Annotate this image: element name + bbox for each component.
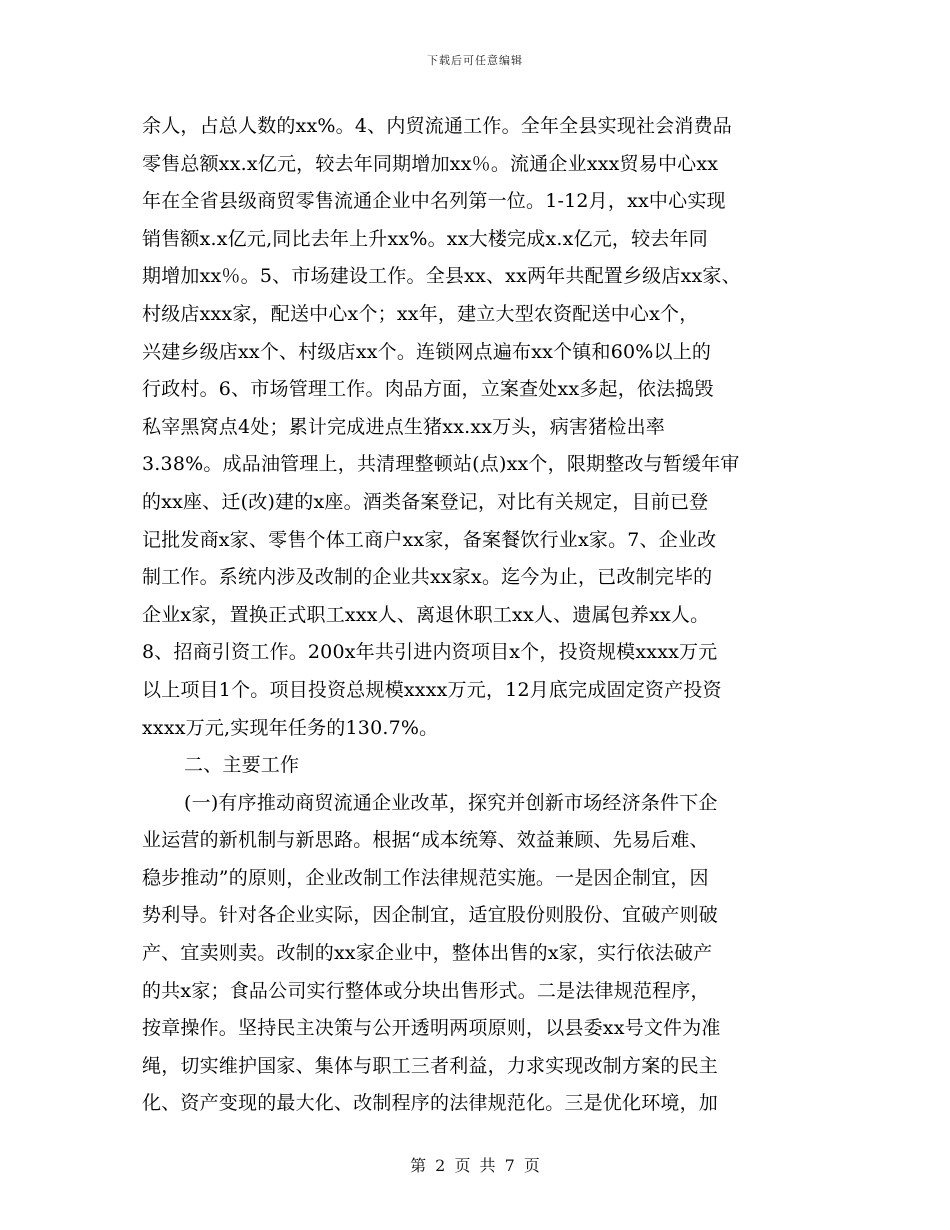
text-line: xxxx万元,实现年任务的130.7%。: [142, 716, 439, 739]
text-line: 8、招商引资工作。200x年共引进内资项目x个，投资规模xxxx万元: [142, 641, 718, 664]
text-line: 制工作。系统内涉及改制的企业共xx家x。迄今为止，已改制完毕的: [142, 566, 713, 589]
text-line: 绳，切实维护国家、集体与职工三者利益，力求实现改制方案的民主: [142, 1054, 719, 1077]
text-line: 年在全省县级商贸零售流通企业中名列第一位。1-12月，xx中心实现: [142, 190, 726, 213]
text-line: 兴建乡级店xx个、村级店xx个。连锁网点遍布xx个镇和60%以上的: [142, 340, 712, 363]
text-line: 销售额x.x亿元,同比去年上升xx%。xx大楼完成x.x亿元，较去年同: [142, 227, 708, 250]
text-line: 产、宜卖则卖。改制的xx家企业中，整体出售的x家，实行依法破产: [142, 942, 713, 965]
text-line: 3.38%。成品油管理上，共清理整顿站(点)xx个，限期整改与暂缓年审: [142, 453, 740, 476]
text-line: 期增加xx％。5、市场建设工作。全县xx、xx两年共配置乡级店xx家、: [142, 265, 741, 288]
text-line: 稳步推动”的原则，企业改制工作法律规范实施。一是因企制宜，因: [142, 866, 709, 889]
page-number: 第 2 页 共 7 页: [410, 1156, 540, 1175]
text-line: 按章操作。坚持民主决策与公开透明两项原则，以县委xx号文件为准: [142, 1017, 721, 1040]
text-line: 企业x家，置换正式职工xxx人、离退休职工xx人、遗属包养xx人。: [142, 603, 710, 626]
text-line: 行政村。6、市场管理工作。肉品方面，立案查处xx多起，依法捣毁: [142, 378, 714, 401]
text-line: 记批发商x家、零售个体工商户xx家，备案餐饮行业x家。7、企业改: [142, 528, 717, 551]
text-line: 势利导。针对各企业实际，因企制宜，适宜股份则股份、宜破产则破: [142, 904, 719, 927]
text-line: 的xx座、迁(改)建的x座。酒类备案登记，对比有关规定，目前已登: [142, 490, 709, 513]
text-line: 零售总额xx.x亿元，较去年同期增加xx％。流通企业xxx贸易中心xx: [142, 152, 719, 175]
text-line: 以上项目1个。项目投资总规模xxxx万元，12月底完成固定资产投资: [142, 678, 722, 701]
document-body: [142, 108, 822, 1123]
text-line: 私宰黑窝点4处；累计完成进点生猪xx.xx万头，病害猪检出率: [142, 415, 665, 438]
text-line: 化、资产变现的最大化、改制程序的法律规范化。三是优化环境，加: [142, 1092, 719, 1115]
text-line: 余人，占总人数的xx%。4、内贸流通工作。全年全县实现社会消费品: [142, 115, 732, 137]
page-header: 下载后可任意编辑: [427, 54, 523, 67]
text-line: 业运营的新机制与新思路。根据“成本统筹、效益兼顾、先易后难、: [142, 829, 709, 852]
paragraph-start: (一)有序推动商贸流通企业改革，探究并创新市场经济条件下企: [184, 791, 718, 814]
text-line: 的共x家；食品公司实行整体或分块出售形式。二是法律规范程序，: [142, 979, 710, 1002]
section-heading: 二、主要工作: [184, 754, 300, 777]
text-line: 村级店xxx家，配送中心x个；xx年，建立大型农资配送中心x个，: [142, 302, 699, 325]
